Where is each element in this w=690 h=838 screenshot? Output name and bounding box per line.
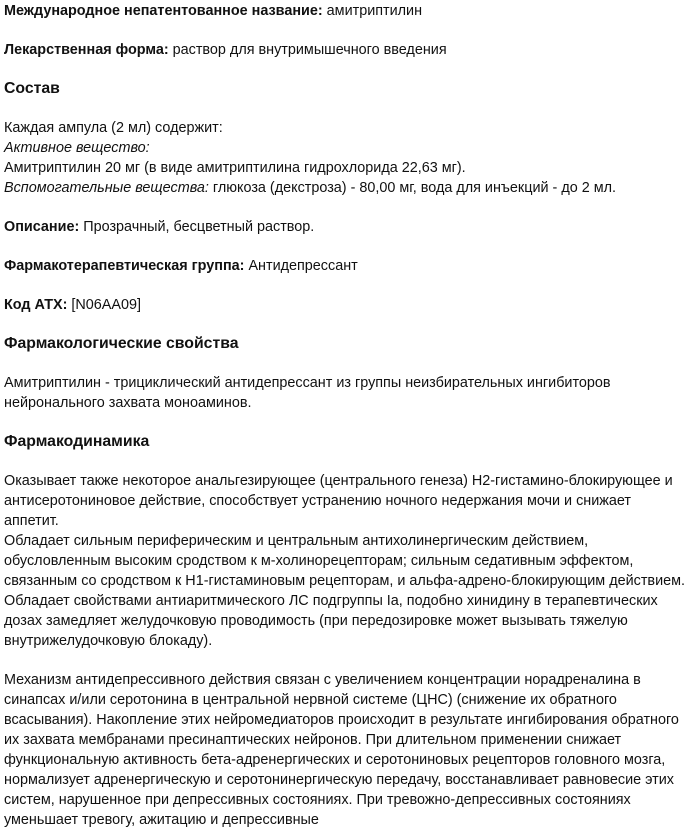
pharmacotherapeutic-group-line xyxy=(4,256,686,276)
description-value: Прозрачный, бесцветный раствор. xyxy=(83,219,315,235)
description-line xyxy=(4,217,686,237)
inn-line xyxy=(4,1,686,21)
pharmacodynamics-paragraph-1: Оказывает также некоторое анальгезирующее (центрального генеза) H2-гистамино-блокирующее и антисеротониновое действие, способствует устранению ночного недержания мочи и снижает аппетит. xyxy=(4,473,673,529)
composition-heading: Состав xyxy=(4,80,60,97)
description-label: Описание: xyxy=(4,219,80,235)
inn-label: Международное непатентованное название: xyxy=(4,3,323,19)
pharmacodynamics-heading: Фармакодинамика xyxy=(4,433,150,450)
dosage-form-label: Лекарственная форма: xyxy=(4,42,169,58)
pharmacotherapeutic-group-label: Фармакотерапевтическая группа: xyxy=(4,258,245,274)
pharmacodynamics-block xyxy=(4,471,686,651)
atc-code-label: Код АТХ: xyxy=(4,297,68,313)
active-substance-label: Активное вещество: xyxy=(4,140,150,156)
pharmacological-properties-heading: Фармакологические свойства xyxy=(4,335,239,352)
pharmacological-properties-text: Амитриптилин - трициклический антидепрессант из группы неизбирательных ингибиторов нейронального захвата моноаминов. xyxy=(4,375,611,411)
composition-block xyxy=(4,118,686,198)
excipients-line xyxy=(4,178,686,198)
dosage-form-value: раствор для внутримышечного введения xyxy=(172,42,447,58)
inn-value: амитриптилин xyxy=(326,3,423,19)
excipients-label: Вспомогательные вещества: xyxy=(4,180,209,196)
atc-code-value: [N06AA09] xyxy=(71,297,141,313)
pharmacotherapeutic-group-value: Антидепрессант xyxy=(248,258,358,274)
atc-code-line xyxy=(4,295,686,315)
active-substance-value: Амитриптилин 20 мг (в виде амитриптилина гидрохлорида 22,63 мг). xyxy=(4,160,466,176)
pharmacodynamics-paragraph-2: Обладает сильным периферическим и центральным антихолинергическим действием, обусловленным высоким сродством к м-холинорецепторам; сильным седативным эффектом, связанным со сродством к H1-гистаминовым рецепторам, и альфа-адрено-блокирующим действием. Обладает свойствами антиаритмического ЛС подгруппы Ia, подобно хинидину в терапевтических дозах замедляет желудочковую проводимость (при передозировке может вызывать тяжелую внутрижелудочковую блокаду). xyxy=(4,533,685,649)
composition-per-ampoule: Каждая ампула (2 мл) содержит: xyxy=(4,120,223,136)
excipients-value: глюкоза (декстроза) - 80,00 мг, вода для инъекций - до 2 мл. xyxy=(212,180,617,196)
pharmacodynamics-paragraph-3: Механизм антидепрессивного действия связан с увеличением концентрации норадреналина в синапсах и/или серотонина в центральной нервной системе (ЦНС) (снижение их обратного всасывания). Накопление этих нейромедиаторов происходит в результате ингибирования обратного их захвата мембранами пресинаптических нейронов. При длительном применении снижает функциональную активность бета-адренергических и серотониновых рецепторов головного мозга, нормализует адренергическую и серотонинергическую передачу, восстанавливает равновесие этих систем, нарушенное при депрессивных состояниях. При тревожно-депрессивных состояниях уменьшает тревогу, ажитацию и депрессивные xyxy=(4,672,679,828)
dosage-form-line xyxy=(4,40,686,60)
